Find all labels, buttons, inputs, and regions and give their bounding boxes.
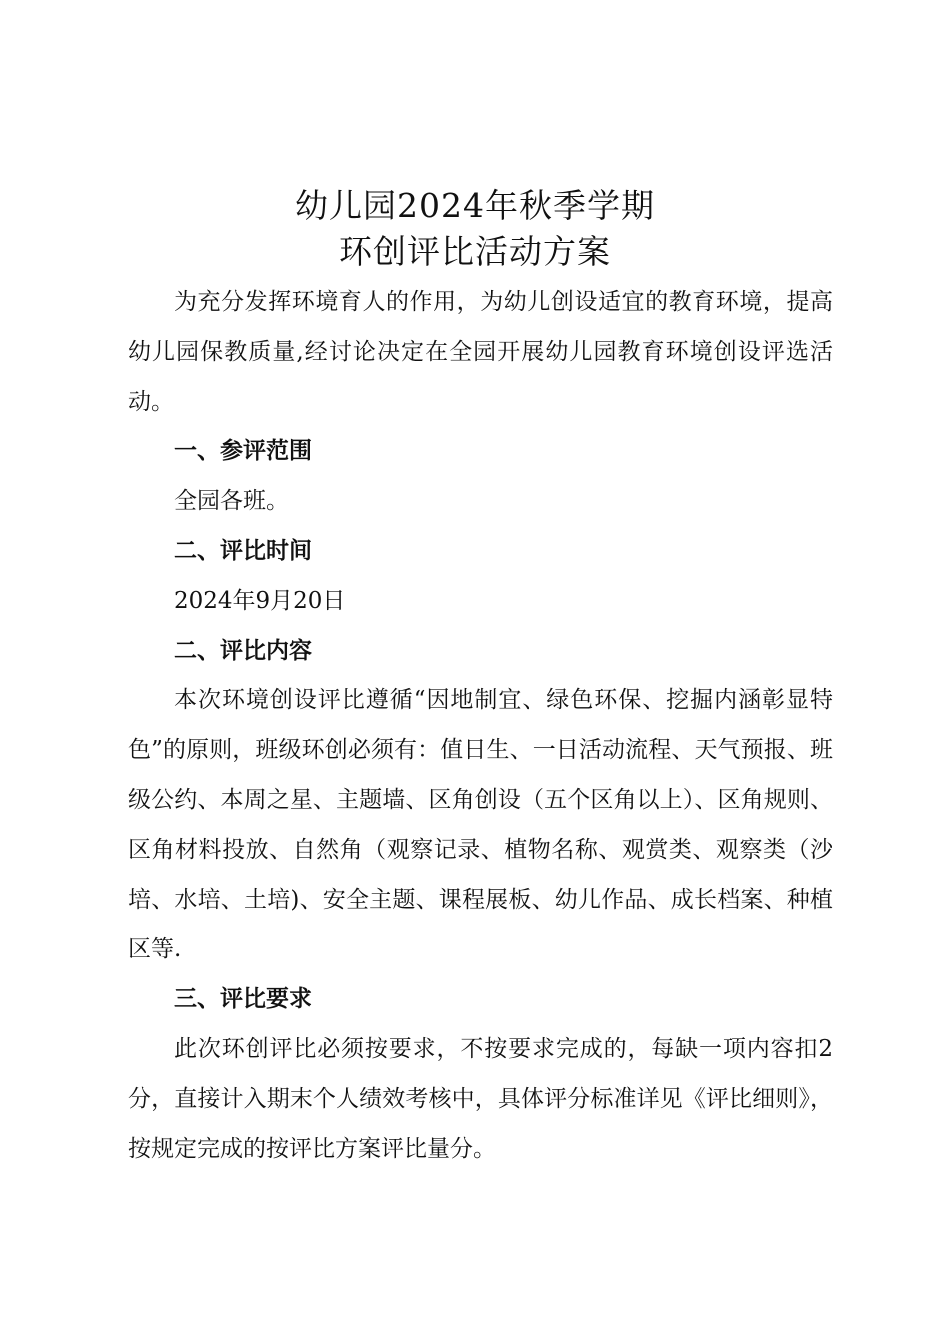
section-heading-scope: 一、参评范围 bbox=[174, 438, 312, 465]
section-text-time: 2024年9月20日 bbox=[174, 587, 346, 614]
section-heading-requirements: 三、评比要求 bbox=[174, 986, 312, 1013]
section-text-requirements: 此次环创评比必须按要求，不按要求完成的，每缺一项内容扣2分，直接计入期末个人绩效考核中，具体评分标准详见《评比细则》，按规定完成的按评比方案评比量分。 bbox=[128, 1035, 833, 1162]
section-text-scope: 全园各班。 bbox=[174, 488, 289, 515]
document-title-line1: 幼儿园2024年秋季学期 bbox=[295, 186, 655, 225]
section-text-content: 本次环境创设评比遵循“因地制宜、绿色环保、挖掘内涵彰显特色”的原则，班级环创必须有：值日生、一日活动流程、天气预报、班级公约、本周之星、主题墙、区角创设（五个区角以上）、区角规则、区角材料投放、自然角（观察记录、植物名称、观赏类、观察类（沙培、水培、土培)、安全主题、课程展板、幼儿作品、成长档案、种植区等. bbox=[128, 687, 833, 963]
document-title-line2: 环创评比活动方案 bbox=[339, 232, 611, 271]
intro-paragraph: 为充分发挥环境育人的作用，为幼儿创设适宜的教育环境，提高幼儿园保教质量,经讨论决定在全园开展幼儿园教育环境创设评选活动。 bbox=[128, 289, 833, 415]
document-body bbox=[128, 278, 833, 1174]
section-heading-time: 二、评比时间 bbox=[174, 537, 312, 564]
section-heading-content: 二、评比内容 bbox=[174, 637, 312, 664]
